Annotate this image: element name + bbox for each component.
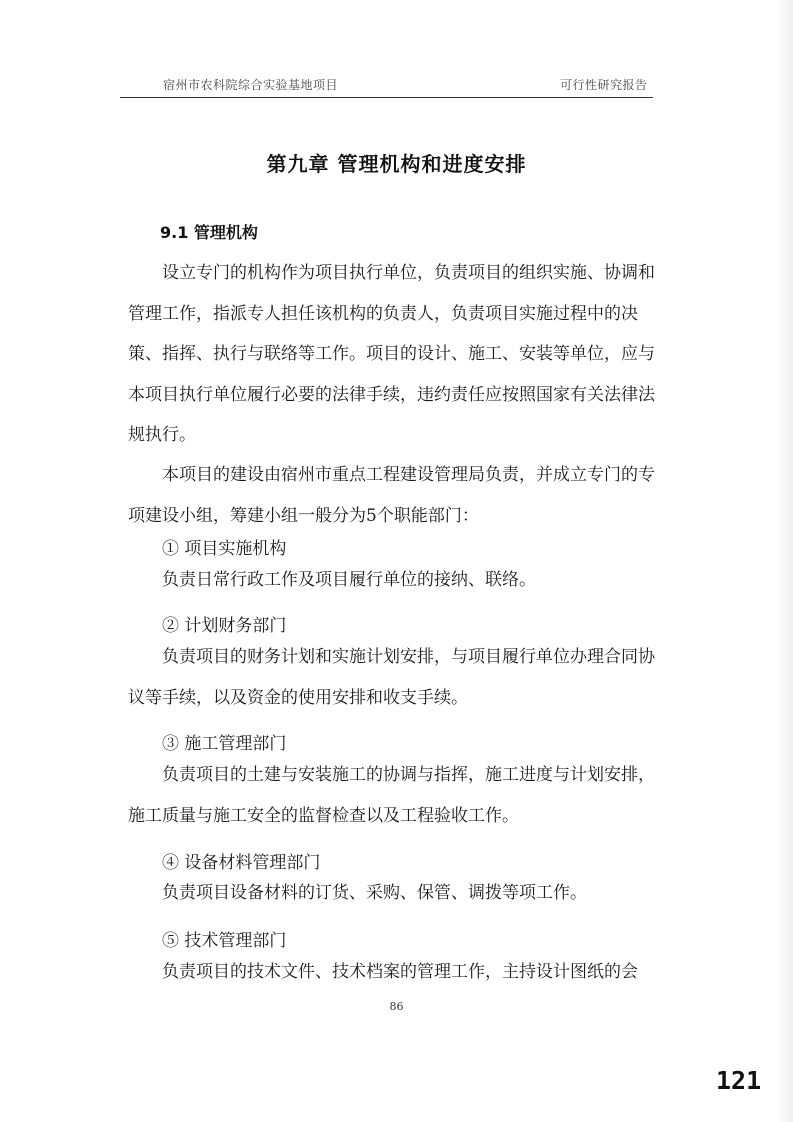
department-title-2: ② 计划财务部门 — [162, 616, 287, 636]
stamped-page-number: 121 — [716, 1066, 762, 1095]
department-desc-text: 负责项目的财务计划和实施计划安排，与项目履行单位办理合同协议等手续，以及资金的使用安排和收支手续。 — [128, 647, 655, 708]
department-desc-text: 负责日常行政工作及项目履行单位的接纳、联络。 — [162, 570, 536, 590]
paragraph-text: 设立专门的机构作为项目执行单位，负责项目的组织实施、协调和管理工作，指派专人担任该机构的负责人，负责项目实施过程中的决策、指挥、执行与联络等工作。项目的设计、施工、安装等单位，应与本项目执行单位履行必要的法律手续，违约责任应按照国家有关法律法规执行。 — [128, 263, 655, 445]
chapter-title: 第九章 管理机构和进度安排 — [266, 152, 527, 176]
header-report-type: 可行性研究报告 — [560, 78, 648, 92]
department-desc-text: 负责项目的技术文件、技术档案的管理工作，主持设计图纸的会 — [162, 962, 638, 982]
department-desc-text: 负责项目的土建与安装施工的协调与指挥，施工进度与计划安排，施工质量与施工安全的监督检查以及工程验收工作。 — [128, 765, 655, 826]
header-project-name: 宿州市农科院综合实验基地项目 — [163, 78, 339, 92]
page-number: 86 — [389, 1000, 404, 1013]
paragraph-1 — [128, 253, 663, 456]
department-title-1: ① 项目实施机构 — [162, 539, 287, 559]
department-title-4: ④ 设备材料管理部门 — [162, 853, 321, 873]
department-desc-5 — [128, 952, 663, 993]
department-title-3: ③ 施工管理部门 — [162, 734, 287, 754]
department-desc-text: 负责项目设备材料的订货、采购、保管、调拨等项工作。 — [162, 883, 587, 903]
department-title-5: ⑤ 技术管理部门 — [162, 931, 287, 951]
department-desc-3 — [128, 755, 663, 836]
department-desc-1 — [128, 560, 663, 601]
paragraph-text: 本项目的建设由宿州市重点工程建设管理局负责，并成立专门的专项建设小组，筹建小组一般分为5个职能部门： — [128, 465, 655, 526]
section-heading: 9.1 管理机构 — [160, 223, 258, 242]
scan-edge-shadow — [775, 0, 793, 1122]
department-desc-2 — [128, 637, 663, 718]
department-desc-4 — [128, 873, 663, 914]
header-divider — [120, 97, 653, 98]
paragraph-2 — [128, 455, 663, 536]
